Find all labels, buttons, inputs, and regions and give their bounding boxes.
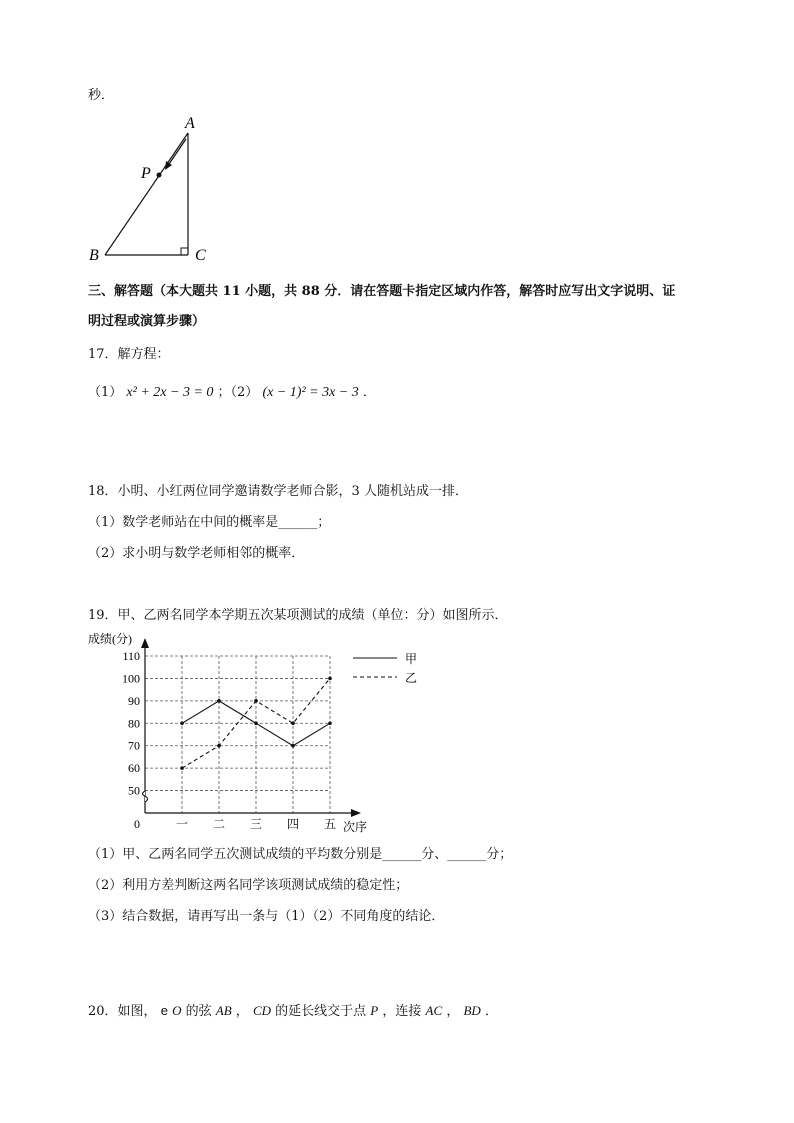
y-tick-label: 80 <box>128 716 140 731</box>
x-tick-label: 五 <box>323 817 337 831</box>
right-angle-mark <box>181 248 188 255</box>
q17-equations <box>88 381 376 401</box>
data-point <box>328 721 332 725</box>
x-axis-title: 次序 <box>343 820 368 834</box>
q20-t5: ， <box>446 1004 460 1019</box>
q17-equation-1: x² + 2x − 3 = 0 <box>126 385 214 400</box>
data-point <box>328 677 332 681</box>
data-point <box>180 721 184 725</box>
legend-label-1: 甲 <box>405 652 418 666</box>
data-point <box>291 744 295 748</box>
x-tick-label: 三 <box>249 817 263 831</box>
x-tick-label: 一 <box>175 817 189 831</box>
q20-t6: ． <box>484 1004 498 1019</box>
point-p <box>157 173 162 178</box>
label-b: B <box>89 247 99 264</box>
axis-break-mark <box>143 791 148 802</box>
section3-header-line2: 明过程或演算步骤） <box>88 314 206 329</box>
q17-separator: ；（2） <box>217 385 259 400</box>
x-tick-label: 四 <box>286 817 300 831</box>
y-axis-arrow <box>141 638 149 648</box>
y-axis-title: 成绩(分) <box>88 632 132 646</box>
data-point <box>254 699 258 703</box>
data-point <box>254 721 258 725</box>
data-point <box>180 766 184 770</box>
chart-legend <box>353 652 417 685</box>
q19-part1: （1）甲、乙两名同学五次测试成绩的平均数分别是______分、______分； <box>88 847 513 862</box>
x-axis-arrow <box>351 809 361 817</box>
y-tick-label: 110 <box>122 649 140 663</box>
y-tick-label: 70 <box>128 738 140 753</box>
triangle-figure <box>89 110 225 270</box>
motion-arrow-shaft <box>167 139 186 167</box>
chart-axes <box>88 631 367 834</box>
label-a: A <box>185 115 195 132</box>
q19-part2: （2）利用方差判断这两名同学该项测试成绩的稳定性； <box>88 878 409 893</box>
q20-ab: AB <box>215 1003 232 1018</box>
side-ab <box>105 133 188 255</box>
data-point <box>217 744 221 748</box>
q18-title: 18．小明、小红两位同学邀请数学老师合影，3 人随机站成一排． <box>88 484 468 499</box>
circle-symbol: e <box>160 1003 168 1018</box>
score-line-chart <box>85 628 445 838</box>
y-tick-label: 60 <box>128 761 140 776</box>
y-tick-label: 100 <box>122 671 140 686</box>
q20-ac: AC <box>425 1003 443 1018</box>
q18-part2: （2）求小明与数学老师相邻的概率． <box>88 546 305 561</box>
label-p: P <box>141 165 151 182</box>
q17-part1-label: （1） <box>88 385 123 400</box>
q19-title: 19．甲、乙两名同学本学期五次某项测试的成绩（单位：分）如图所示． <box>88 608 508 623</box>
origin-label: 0 <box>134 817 140 831</box>
q20-prefix: 20．如图， <box>88 1004 157 1019</box>
q20-t2: ， <box>235 1004 249 1019</box>
q17-equation-2: (x − 1)² = 3x − 3 <box>262 385 359 400</box>
y-tick-label: 90 <box>128 693 140 708</box>
prev-question-tail: 秒． <box>88 88 115 103</box>
legend-label-2: 乙 <box>405 671 418 685</box>
data-point <box>291 721 295 725</box>
q20-t1: 的弦 <box>185 1004 212 1019</box>
q17-end: ． <box>362 385 376 400</box>
data-point <box>217 699 221 703</box>
label-c: C <box>195 247 206 264</box>
chart-grid <box>145 656 330 813</box>
section3-header-line1: 三、解答题（本大题共 11 小题，共 88 分．请在答题卡指定区域内作答，解答时应写出文字说明、证 <box>88 284 676 299</box>
q20-cd: CD <box>252 1003 271 1018</box>
q20-t4: ，连接 <box>382 1004 422 1019</box>
q20-p: P <box>370 1003 379 1018</box>
q18-part1: （1）数学老师站在中间的概率是______； <box>88 515 331 530</box>
x-tick-label: 二 <box>212 817 226 831</box>
q20-bd: BD <box>463 1003 481 1018</box>
q17-title: 17．解方程： <box>88 347 170 362</box>
y-tick-label: 50 <box>128 783 140 798</box>
q19-part3: （3）结合数据，请再写出一条与（1）（2）不同角度的结论． <box>88 909 445 924</box>
q20-t3: 的延长线交于点 <box>275 1004 367 1019</box>
q20-o: O <box>172 1003 182 1018</box>
q20-line <box>88 1000 498 1019</box>
